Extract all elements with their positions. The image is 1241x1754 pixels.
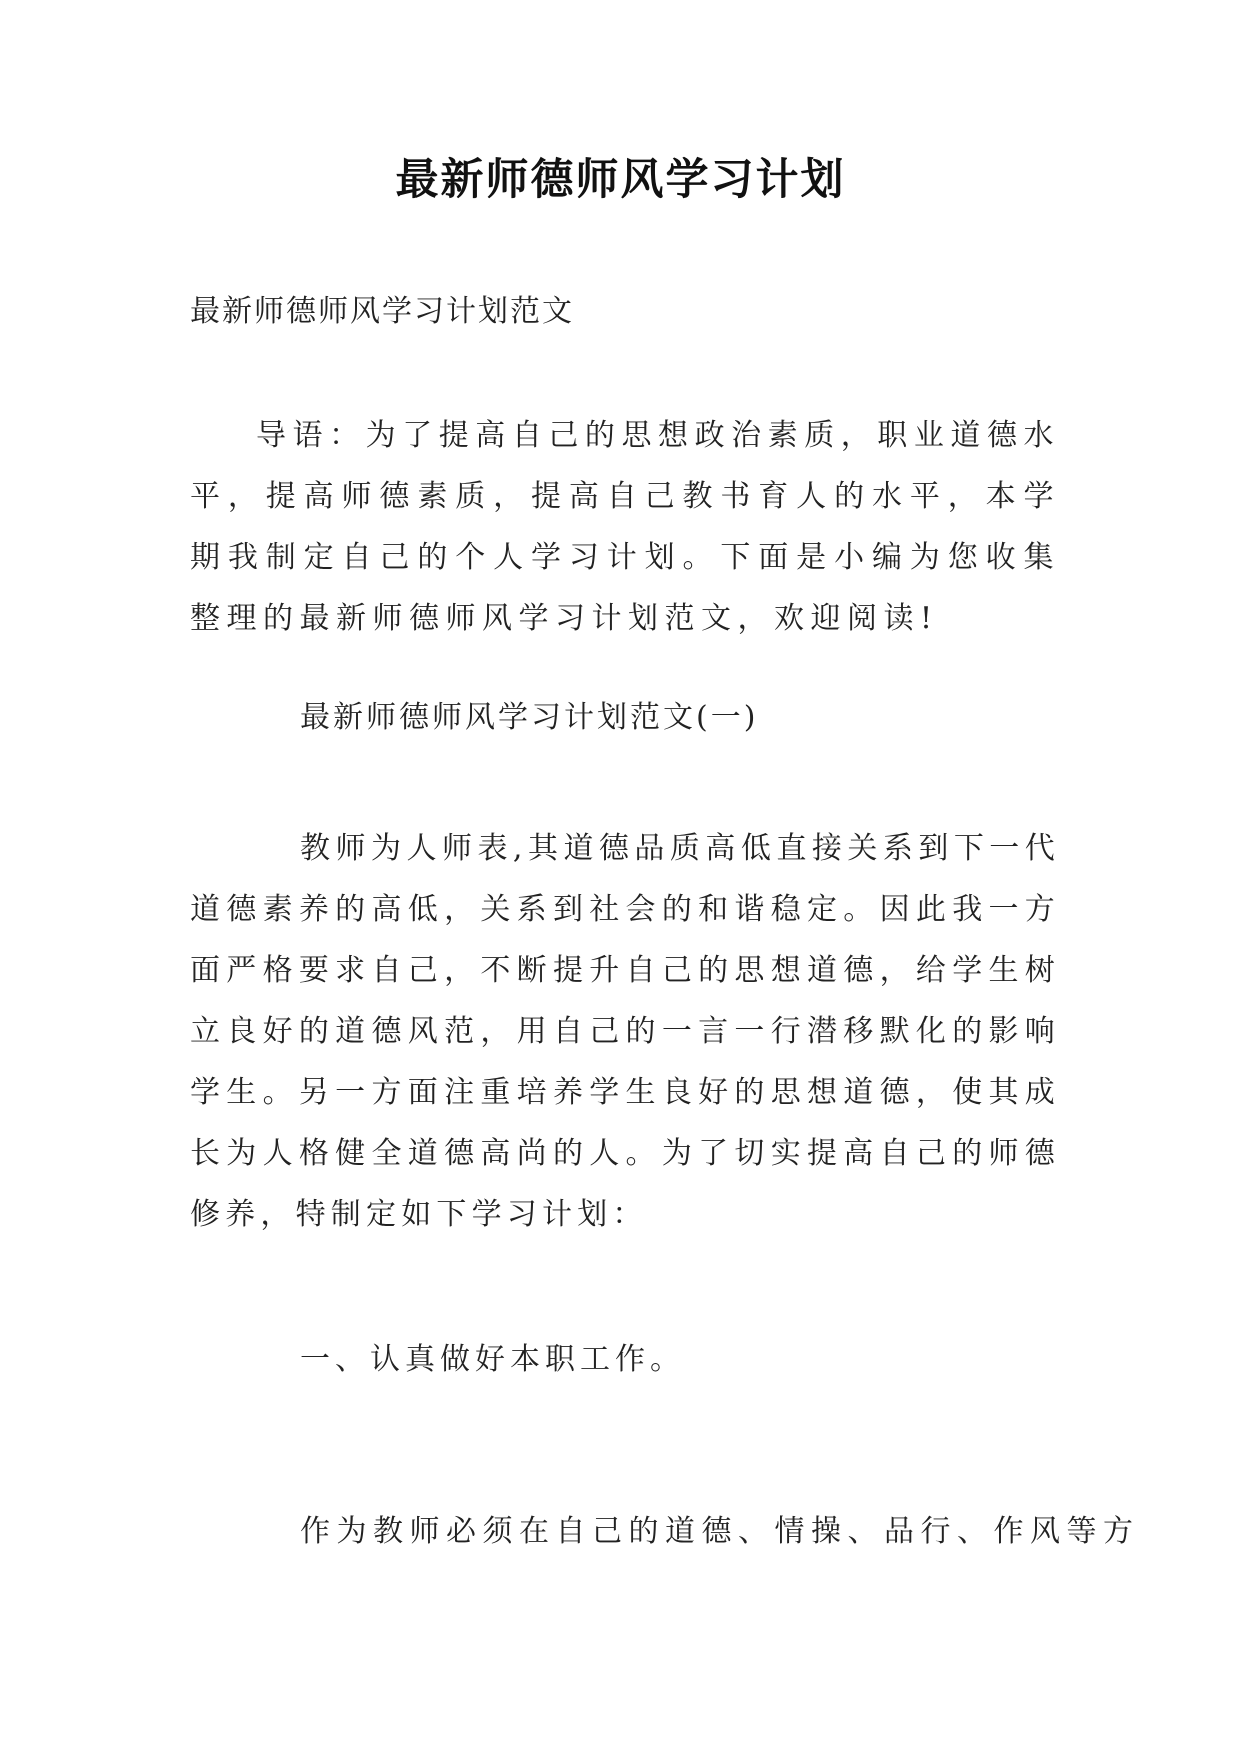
numbered-heading: 一、认真做好本职工作。: [300, 1342, 685, 1377]
body-paragraph: 教师为人师表,其道德品质高低直接关系到下一代道德素养的高低，关系到社会的和谐稳定。因此我一方面严格要求自己，不断提升自己的思想道德，给学生树立良好的道德风范，用自己的一言一行潜移默化的影响学生。另一方面注重培养学生良好的思想道德，使其成长为人格健全道德高尚的人。为了切实提高自己的师德修养，特制定如下学习计划：: [190, 831, 1060, 1232]
section-heading: 最新师德师风学习计划范文(一): [300, 700, 759, 735]
document-subtitle: 最新师德师风学习计划范文: [190, 294, 574, 329]
intro-paragraph: 导语：为了提高自己的思想政治素质，职业道德水平，提高师德素质，提高自己教书育人的水平，本学期我制定自己的个人学习计划。下面是小编为您收集整理的最新师德师风学习计划范文，欢迎阅读!: [190, 418, 1060, 636]
document-title: 最新师德师风学习计划: [395, 155, 846, 205]
continuation-paragraph: 作为教师必须在自己的道德、情操、品行、作风等方: [300, 1514, 1140, 1549]
